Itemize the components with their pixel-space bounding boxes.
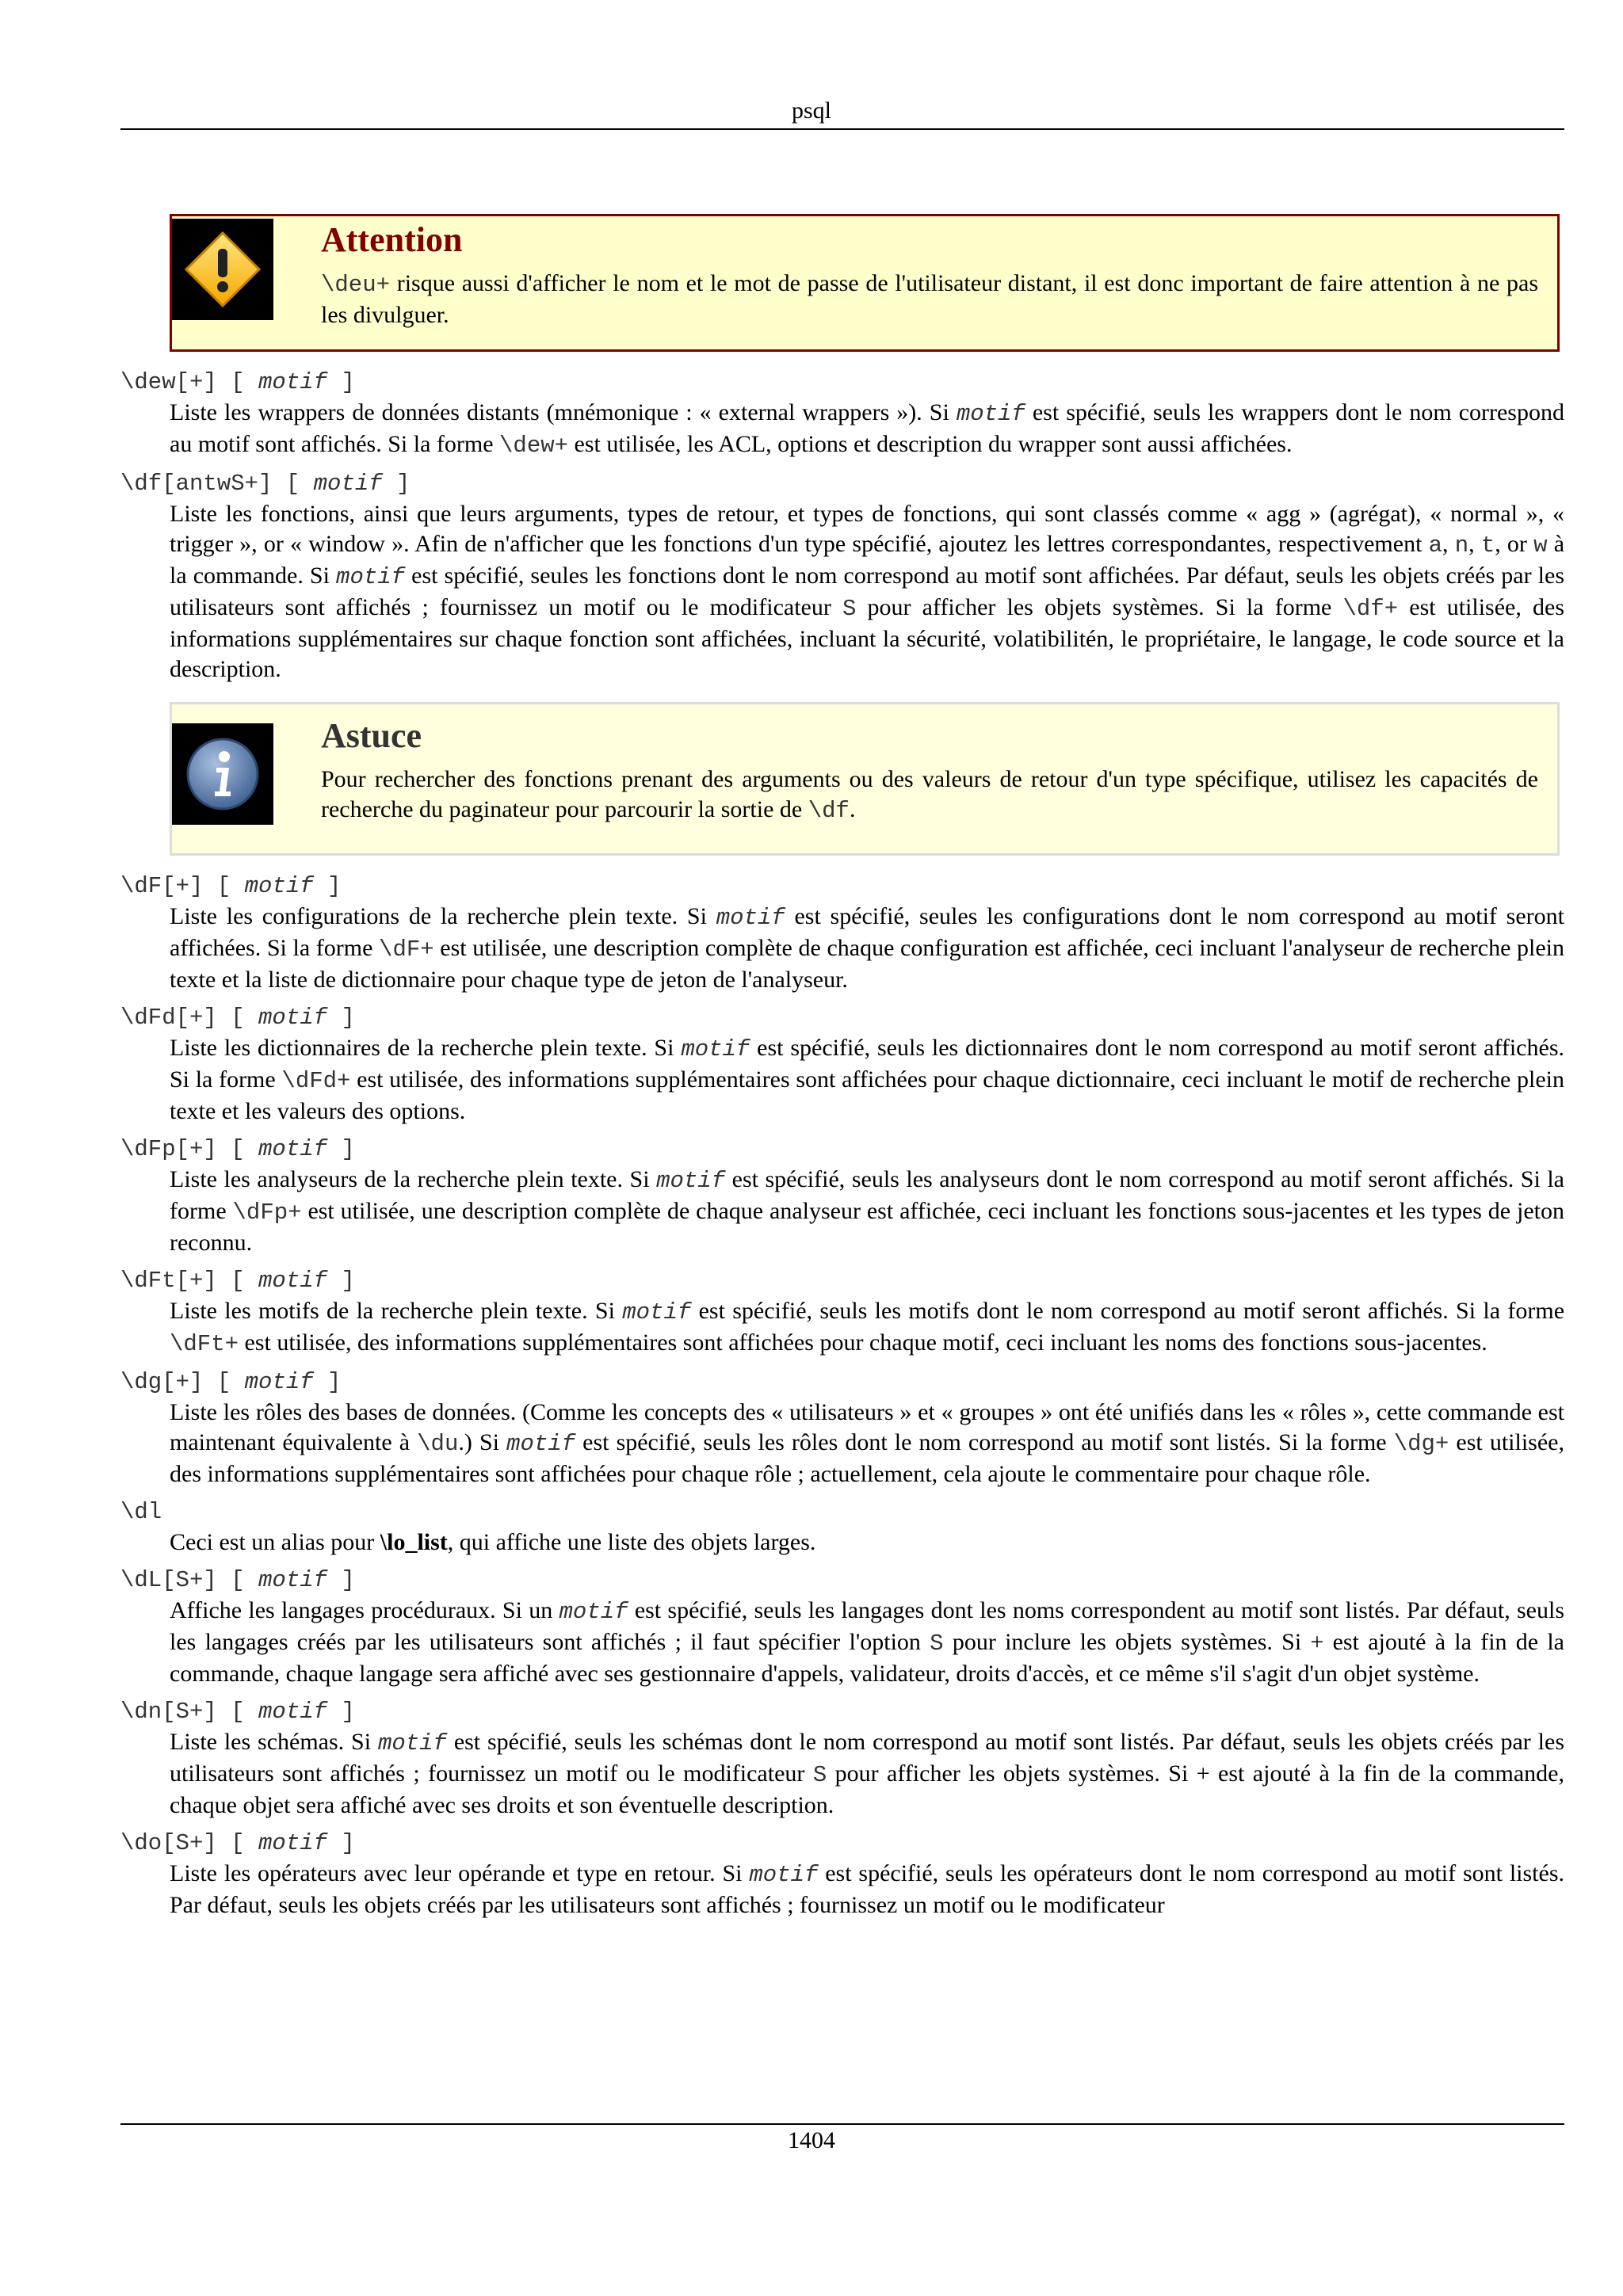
entry-dn — [120, 1697, 1564, 1821]
header-rule — [120, 128, 1564, 130]
info-icon — [172, 723, 273, 825]
page-number: 1404 — [788, 2127, 835, 2153]
entry-dF — [120, 871, 1564, 995]
entry-term: \do[S+] [ motif ] — [120, 1830, 355, 1856]
tip-title: Astuce — [321, 716, 422, 755]
tip-text: Pour rechercher des fonctions prenant des arguments ou des valeurs de retour d'un type spécifique, utilisez les capacités de recherche du paginateur pour parcourir la sortie de \df. — [321, 766, 1538, 824]
tip-notice — [170, 702, 1560, 856]
entry-df — [120, 469, 1564, 685]
entry-description: Liste les motifs de la recherche plein texte. Si motif est spécifié, seuls les motifs dont le nom correspond au motif seront affichés. Si la forme \dFt+ est utilisée, des informations supplémentaires sont affichées pour chaque motif, ceci incluant les noms des fonctions sous-jacentes. — [170, 1298, 1565, 1357]
attention-notice — [170, 214, 1560, 352]
entry-dg — [120, 1367, 1564, 1489]
entry-description: Liste les schémas. Si motif est spécifié, seuls les schémas dont le nom correspond au motif sont listés. Par défaut, seuls les objets créés par les utilisateurs sont affichés ; fournissez un motif ou le modificateur S pour afficher les objets systèmes. Si + est ajouté à la fin de la commande, chaque objet sera affiché avec ses droits et son éventuelle description. — [170, 1729, 1564, 1818]
entry-term: \dew[+] [ motif ] — [120, 369, 355, 395]
entry-dL — [120, 1566, 1564, 1689]
entry-term: \dl — [120, 1499, 162, 1525]
entry-description: Liste les rôles des bases de données. (Comme les concepts des « utilisateurs » et « groupes » ont été unifiés dans les « rôles », cette commande est maintenant équivalente à \du.) Si motif est spécifié, seuls les rôles dont le nom correspond au motif sont listés. Si la forme \dg+ est utilisée, des informations supplémentaires sont affichées pour chaque rôle ; actuellement, cela ajoute le commentaire pour chaque rôle. — [170, 1399, 1564, 1487]
entry-dFt — [120, 1266, 1564, 1360]
entry-dl — [120, 1497, 1564, 1558]
entry-term: \dFd[+] [ motif ] — [120, 1005, 355, 1031]
entry-description: Liste les fonctions, ainsi que leurs arguments, types de retour, et types de fonctions, qui sont classés comme « agg » (agrégat), « normal », « trigger », or « window ». Afin de n'afficher que les fonctions d'un type spécifié, ajoutez les lettres correspondantes, respectivement a, n, t, or w à la commande. Si motif est spécifié, seules les fonctions dont le nom correspond au motif sont affichées. Par défaut, seuls les objets créés par les utilisateurs sont affichés ; fournissez un motif ou le modificateur S pour afficher les objets systèmes. Si la forme \df+ est utilisée, des informations supplémentaires sur chaque fonction sont affichées, incluant la sécurité, volatibilitén, le propriétaire, le langage, le code source et la description. — [170, 501, 1565, 682]
entry-term: \dg[+] [ motif ] — [120, 1369, 342, 1395]
entry-term: \dL[S+] [ motif ] — [120, 1567, 355, 1593]
entry-description: Liste les dictionnaires de la recherche plein texte. Si motif est spécifié, seuls les dictionnaires dont le nom correspond au motif seront affichés. Si la forme \dFd+ est utilisée, des informations supplémentaires sont affichées pour chaque dictionnaire, ceci incluant le motif de recherche plein texte et les valeurs des options. — [170, 1035, 1564, 1124]
entry-term: \dFt[+] [ motif ] — [120, 1268, 355, 1294]
entry-term: \dF[+] [ motif ] — [120, 873, 342, 899]
attention-title: Attention — [321, 220, 463, 259]
entry-term: \dFp[+] [ motif ] — [120, 1136, 355, 1162]
entry-description: Liste les wrappers de données distants (mnémonique : « external wrappers »). Si motif est spécifié, seuls les wrappers dont le nom correspond au motif sont affichés. Si la forme \dew+ est utilisée, les ACL, options et description du wrapper sont aussi affichées. — [170, 399, 1564, 459]
entry-term: \dn[S+] [ motif ] — [120, 1699, 355, 1725]
entry-dew — [120, 368, 1564, 461]
entry-description: Liste les analyseurs de la recherche plein texte. Si motif est spécifié, seuls les analyseurs dont le nom correspond au motif seront affichés. Si la forme \dFp+ est utilisée, une description complète de chaque analyseur est affichée, ceci incluant les fonctions sous-jacentes et les types de jeton reconnu. — [170, 1166, 1564, 1256]
attention-text: \deu+ risque aussi d'afficher le nom et le mot de passe de l'utilisateur distant, il est donc important de faire attention à ne pas les divulguer. — [321, 270, 1538, 328]
entry-description: Affiche les langages procéduraux. Si un motif est spécifié, seuls les langages dont les noms correspondent au motif sont listés. Par défaut, seuls les langages créés par les utilisateurs sont affichés ; il faut spécifier l'option S pour inclure les objets systèmes. Si + est ajouté à la fin de la commande, chaque langage sera affiché avec ses gestionnaire d'appels, validateur, droits d'accès, et ce même s'il s'agit d'un objet système. — [170, 1597, 1565, 1687]
entry-dFp — [120, 1135, 1564, 1258]
warning-icon — [172, 219, 273, 320]
entry-description: Liste les configurations de la recherche plein texte. Si motif est spécifié, seules les configurations dont le nom correspond au motif seront affichées. Si la forme \dF+ est utilisée, une description complète de chaque configuration est affichée, ceci incluant l'analyseur de recherche plein texte et la liste de dictionnaire pour chaque type de jeton de l'analyseur. — [170, 903, 1564, 993]
entry-description: Ceci est un alias pour \lo_list, qui affiche une liste des objets larges. — [170, 1529, 816, 1555]
page-content — [120, 214, 1564, 1928]
footer-rule — [120, 2123, 1564, 2125]
entry-dFd — [120, 1003, 1564, 1127]
page-header-title: psql — [791, 97, 831, 124]
entry-term: \df[antwS+] [ motif ] — [120, 471, 411, 497]
entry-do — [120, 1829, 1564, 1920]
entry-description: Liste les opérateurs avec leur opérande et type en retour. Si motif est spécifié, seuls les opérateurs dont le nom correspond au motif sont listés. Par défaut, seuls les objets créés par les utilisateurs sont affichés ; fournissez un motif ou le modificateur — [170, 1860, 1564, 1918]
